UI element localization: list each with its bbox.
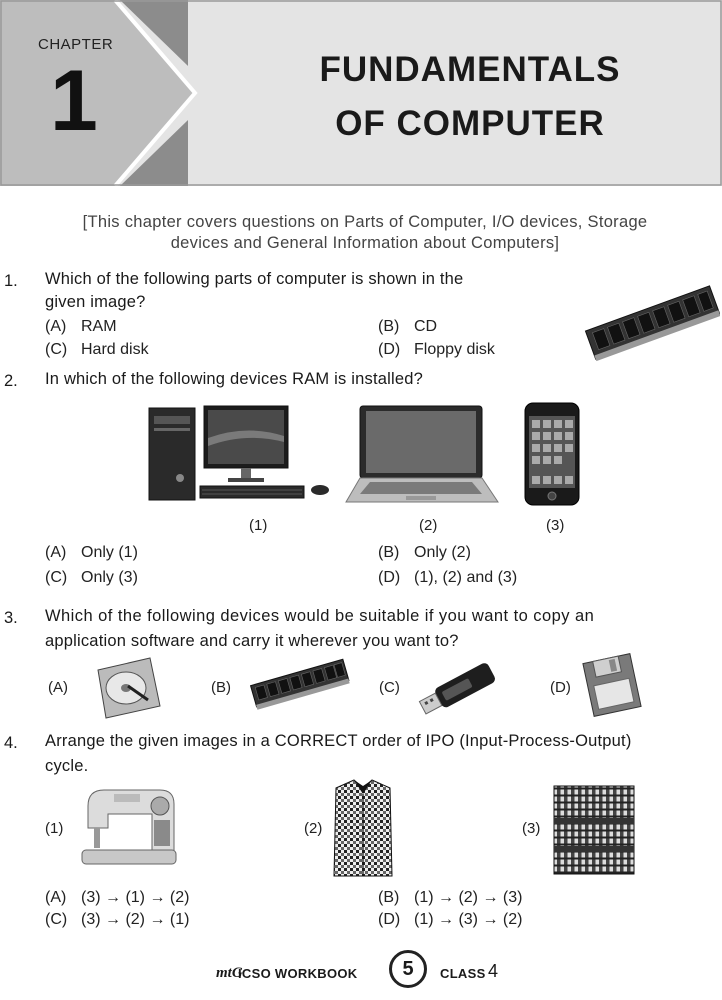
intro-line1: [This chapter covers questions on Parts of Computer, I/O devices, Storage bbox=[82, 213, 648, 231]
question-1-option-d: (D) Floppy disk bbox=[378, 341, 495, 358]
question-3-label-a: (A) bbox=[48, 679, 68, 696]
question-2-caption-3: (3) bbox=[546, 517, 565, 534]
sewing-machine-image bbox=[80, 784, 178, 866]
question-4-label-3: (3) bbox=[522, 820, 541, 837]
question-3-text-line2: application software and carry it wherever you want to? bbox=[45, 632, 459, 650]
chapter-number: 1 bbox=[50, 53, 98, 149]
ram-module-image bbox=[248, 654, 352, 714]
question-2-option-a: (A) Only (1) bbox=[45, 544, 138, 561]
question-2-option-c: (C) Only (3) bbox=[45, 569, 138, 586]
question-1-option-b: (B) CD bbox=[378, 318, 438, 335]
question-3-text-line1: Which of the following devices would be suitable if you want to copy an bbox=[45, 607, 595, 625]
question-3-number: 3. bbox=[4, 609, 18, 627]
smartphone-image bbox=[523, 402, 581, 506]
question-4-option-b: (B) (1) → (2) → (3) bbox=[378, 889, 523, 906]
desktop-computer-image bbox=[146, 402, 336, 506]
ram-module-image bbox=[582, 280, 720, 362]
question-4-option-c: (C) (3) → (2) → (1) bbox=[45, 911, 190, 928]
question-1-option-a: (A) RAM bbox=[45, 318, 117, 335]
question-4-option-a: (A) (3) → (1) → (2) bbox=[45, 889, 190, 906]
question-2-caption-1: (1) bbox=[249, 517, 268, 534]
question-4-number: 4. bbox=[4, 734, 18, 752]
footer-class-number: 4 bbox=[488, 961, 499, 981]
question-4-label-2: (2) bbox=[304, 820, 323, 837]
question-2-option-b: (B) Only (2) bbox=[378, 544, 471, 561]
checked-shirt-image bbox=[332, 778, 394, 878]
chapter-banner bbox=[0, 0, 722, 186]
question-3-label-c: (C) bbox=[379, 679, 400, 696]
fabric-cloth-image bbox=[550, 784, 638, 878]
chapter-title-line2: OF COMPUTER bbox=[335, 104, 605, 143]
hard-disk-image bbox=[92, 656, 164, 722]
question-2-option-d: (D) (1), (2) and (3) bbox=[378, 569, 518, 586]
question-2-text-line1: In which of the following devices RAM is installed? bbox=[45, 370, 423, 388]
page-number: 5 bbox=[389, 950, 427, 988]
floppy-disk-image bbox=[582, 652, 642, 718]
question-1-text-line1: Which of the following parts of computer is shown in the bbox=[45, 270, 464, 288]
question-4-text-line1: Arrange the given images in a CORRECT order of IPO (Input-Process-Output) bbox=[45, 732, 632, 750]
question-3-label-b: (B) bbox=[211, 679, 231, 696]
intro-line2: devices and General Information about Computers] bbox=[170, 234, 560, 252]
mtg-logo: mtG bbox=[216, 965, 243, 981]
question-1-number: 1. bbox=[4, 272, 18, 290]
question-3-label-d: (D) bbox=[550, 679, 571, 696]
laptop-image bbox=[344, 404, 500, 504]
chapter-label: CHAPTER bbox=[38, 36, 114, 53]
chapter-title-line1: FUNDAMENTALS bbox=[319, 50, 621, 89]
question-1-text-line2: given image? bbox=[45, 293, 146, 311]
usb-pen-drive-image bbox=[412, 656, 504, 722]
question-2-number: 2. bbox=[4, 372, 18, 390]
footer-class-label: CLASS bbox=[440, 966, 486, 981]
question-2-caption-2: (2) bbox=[419, 517, 438, 534]
question-4-text-line2: cycle. bbox=[45, 757, 89, 775]
question-1-option-c: (C) Hard disk bbox=[45, 341, 149, 358]
question-4-label-1: (1) bbox=[45, 820, 64, 837]
footer-workbook-label: ICSO WORKBOOK bbox=[238, 966, 358, 981]
question-4-option-d: (D) (1) → (3) → (2) bbox=[378, 911, 523, 928]
